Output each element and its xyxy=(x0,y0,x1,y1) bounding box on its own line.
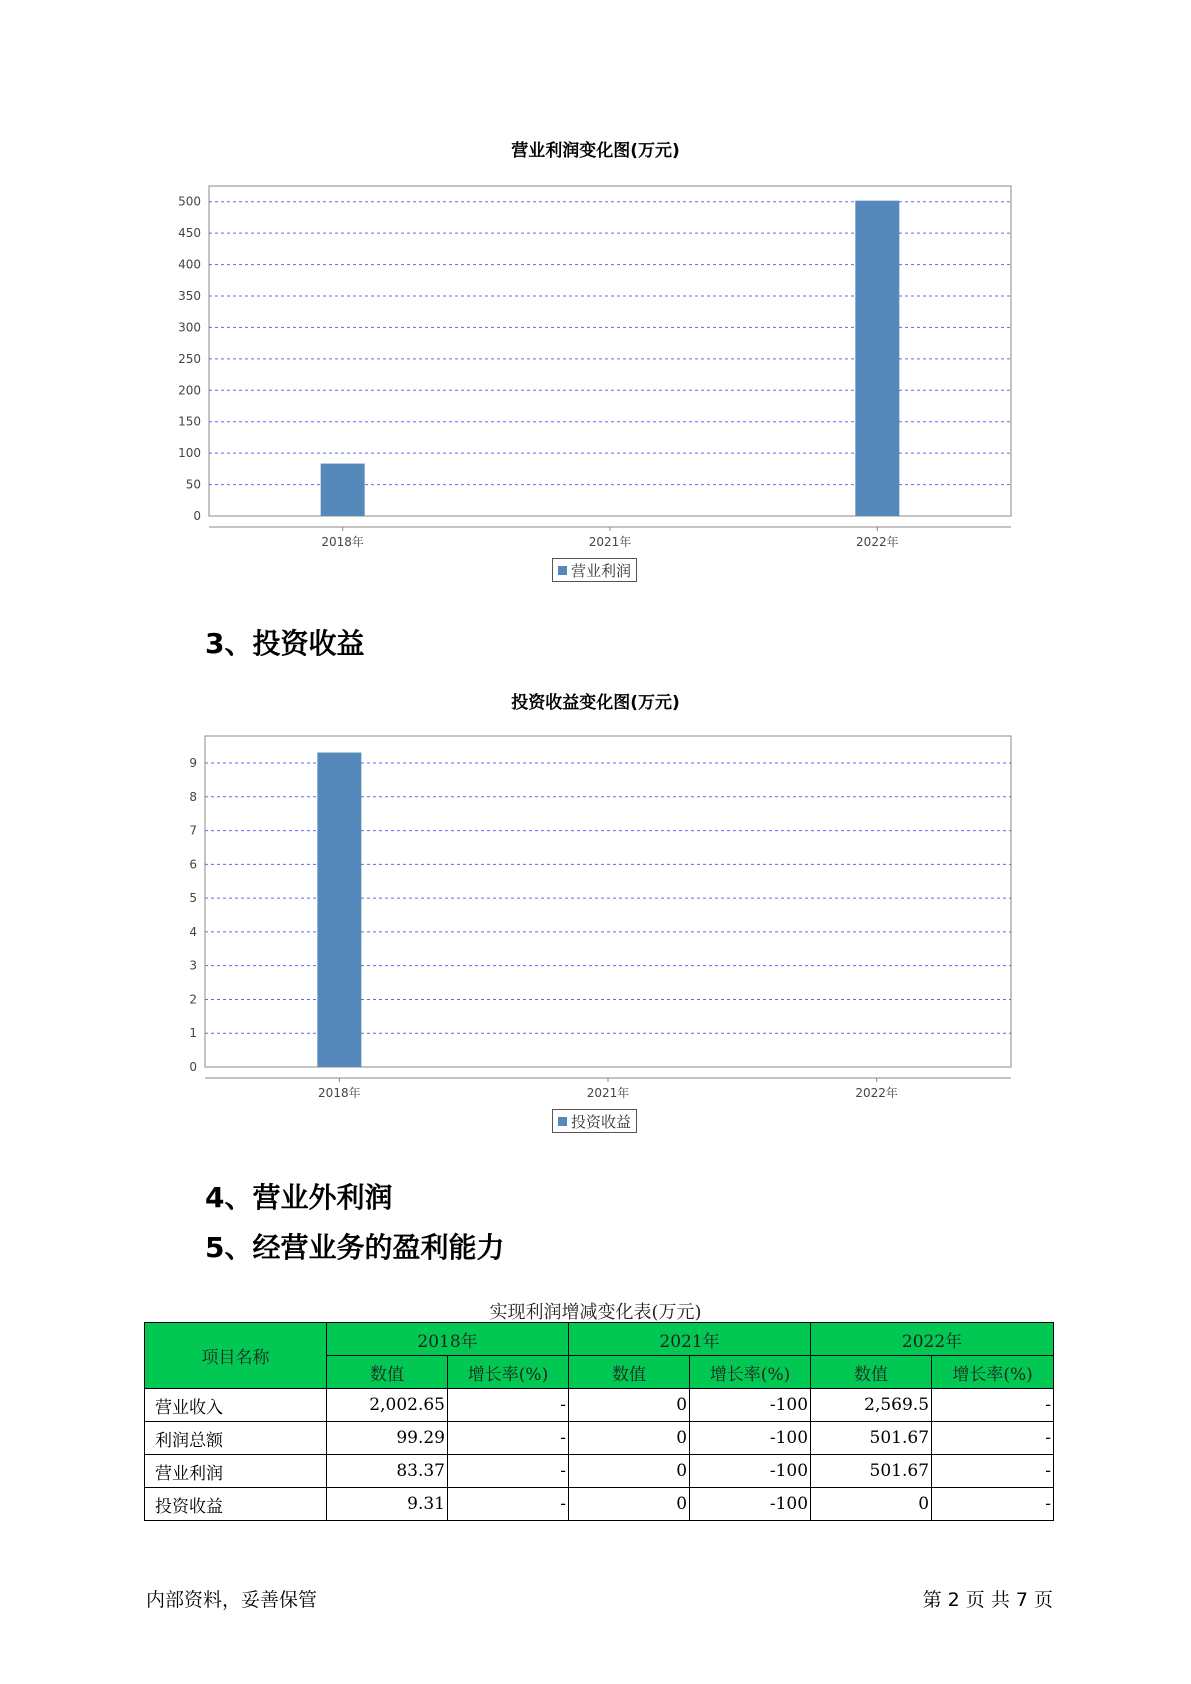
profit-change-table xyxy=(144,1322,1054,1521)
cell-growth: - xyxy=(448,1488,569,1521)
y-tick-label: 3 xyxy=(189,958,197,973)
cell-value: 9.31 xyxy=(327,1488,448,1521)
table-caption: 实现利润增减变化表(万元) xyxy=(489,1302,702,1323)
cell-value: 99.29 xyxy=(327,1422,448,1455)
cell-value: 0 xyxy=(811,1488,932,1521)
bar xyxy=(317,753,361,1067)
x-tick-label: 2021年 xyxy=(586,1086,630,1100)
growth-rate-header: 增长率(%) xyxy=(932,1356,1054,1389)
cell-value: 0 xyxy=(569,1455,690,1488)
y-tick-label: 1 xyxy=(189,1026,197,1041)
row-name: 营业利润 xyxy=(145,1455,327,1488)
year-header: 2021年 xyxy=(569,1323,811,1356)
y-tick-label: 5 xyxy=(189,891,197,906)
value-header: 数值 xyxy=(811,1356,932,1389)
year-header: 2018年 xyxy=(327,1323,569,1356)
y-tick-label: 4 xyxy=(189,924,197,939)
y-tick-label: 200 xyxy=(178,383,201,398)
x-tick-label: 2018年 xyxy=(321,535,364,549)
table-row xyxy=(145,1455,1054,1488)
cell-value: 501.67 xyxy=(811,1422,932,1455)
cell-growth: - xyxy=(448,1389,569,1422)
footer-confidential-note: 内部资料，妥善保管 xyxy=(146,1589,318,1611)
legend-swatch-icon xyxy=(558,1117,567,1126)
table-row xyxy=(145,1488,1054,1521)
x-tick-label: 2018年 xyxy=(318,1086,361,1100)
cell-value: 83.37 xyxy=(327,1455,448,1488)
cell-value: 501.67 xyxy=(811,1455,932,1488)
table-row xyxy=(145,1389,1054,1422)
chart1-legend-label: 营业利润 xyxy=(571,561,632,580)
value-header: 数值 xyxy=(569,1356,690,1389)
y-tick-label: 0 xyxy=(189,1060,197,1074)
y-tick-label: 300 xyxy=(178,320,201,335)
cell-growth: -100 xyxy=(690,1488,811,1521)
y-tick-label: 100 xyxy=(178,446,201,461)
value-header: 数值 xyxy=(327,1356,448,1389)
y-tick-label: 9 xyxy=(189,756,197,771)
cell-growth: -100 xyxy=(690,1389,811,1422)
cell-growth: - xyxy=(932,1422,1054,1455)
section-heading-investment-income: 3、投资收益 xyxy=(205,627,365,660)
cell-value: 2,002.65 xyxy=(327,1389,448,1422)
cell-growth: - xyxy=(932,1488,1054,1521)
y-tick-label: 0 xyxy=(193,509,201,523)
table-header-row xyxy=(145,1323,1054,1356)
footer-page-number: 第 2 页 共 7 页 xyxy=(922,1589,1053,1611)
cell-value: 0 xyxy=(569,1488,690,1521)
cell-growth: -100 xyxy=(690,1455,811,1488)
x-tick-label: 2021年 xyxy=(588,535,632,549)
cell-value: 0 xyxy=(569,1422,690,1455)
cell-growth: - xyxy=(932,1455,1054,1488)
row-name: 营业收入 xyxy=(145,1389,327,1422)
chart2-legend-label: 投资收益 xyxy=(571,1112,632,1131)
section-heading-operating-profitability: 5、经营业务的盈利能力 xyxy=(205,1231,505,1264)
cell-value: 0 xyxy=(569,1389,690,1422)
cell-value: 2,569.5 xyxy=(811,1389,932,1422)
y-tick-label: 500 xyxy=(178,194,201,209)
y-tick-label: 400 xyxy=(178,257,201,272)
y-tick-label: 350 xyxy=(178,289,201,303)
item-name-header: 项目名称 xyxy=(145,1323,327,1389)
y-tick-label: 450 xyxy=(178,226,201,241)
chart2-legend xyxy=(552,1109,637,1133)
y-tick-label: 250 xyxy=(178,351,201,366)
row-name: 利润总额 xyxy=(145,1422,327,1455)
section-heading-non-operating-profit: 4、营业外利润 xyxy=(205,1181,393,1214)
y-tick-label: 8 xyxy=(189,789,197,804)
cell-growth: - xyxy=(448,1455,569,1488)
table-row xyxy=(145,1422,1054,1455)
chart2-title: 投资收益变化图(万元) xyxy=(511,693,680,713)
row-name: 投资收益 xyxy=(145,1488,327,1521)
cell-growth: - xyxy=(932,1389,1054,1422)
y-tick-label: 6 xyxy=(189,857,197,872)
growth-rate-header: 增长率(%) xyxy=(448,1356,569,1389)
growth-rate-header: 增长率(%) xyxy=(690,1356,811,1389)
y-tick-label: 2 xyxy=(189,992,197,1007)
cell-growth: - xyxy=(448,1422,569,1455)
x-tick-label: 2022年 xyxy=(856,535,899,549)
cell-growth: -100 xyxy=(690,1422,811,1455)
y-tick-label: 50 xyxy=(185,477,201,492)
y-tick-label: 150 xyxy=(178,414,201,429)
x-tick-label: 2022年 xyxy=(855,1086,898,1100)
year-header: 2022年 xyxy=(811,1323,1054,1356)
y-tick-label: 7 xyxy=(189,823,197,838)
chart1-title: 营业利润变化图(万元) xyxy=(511,141,680,161)
